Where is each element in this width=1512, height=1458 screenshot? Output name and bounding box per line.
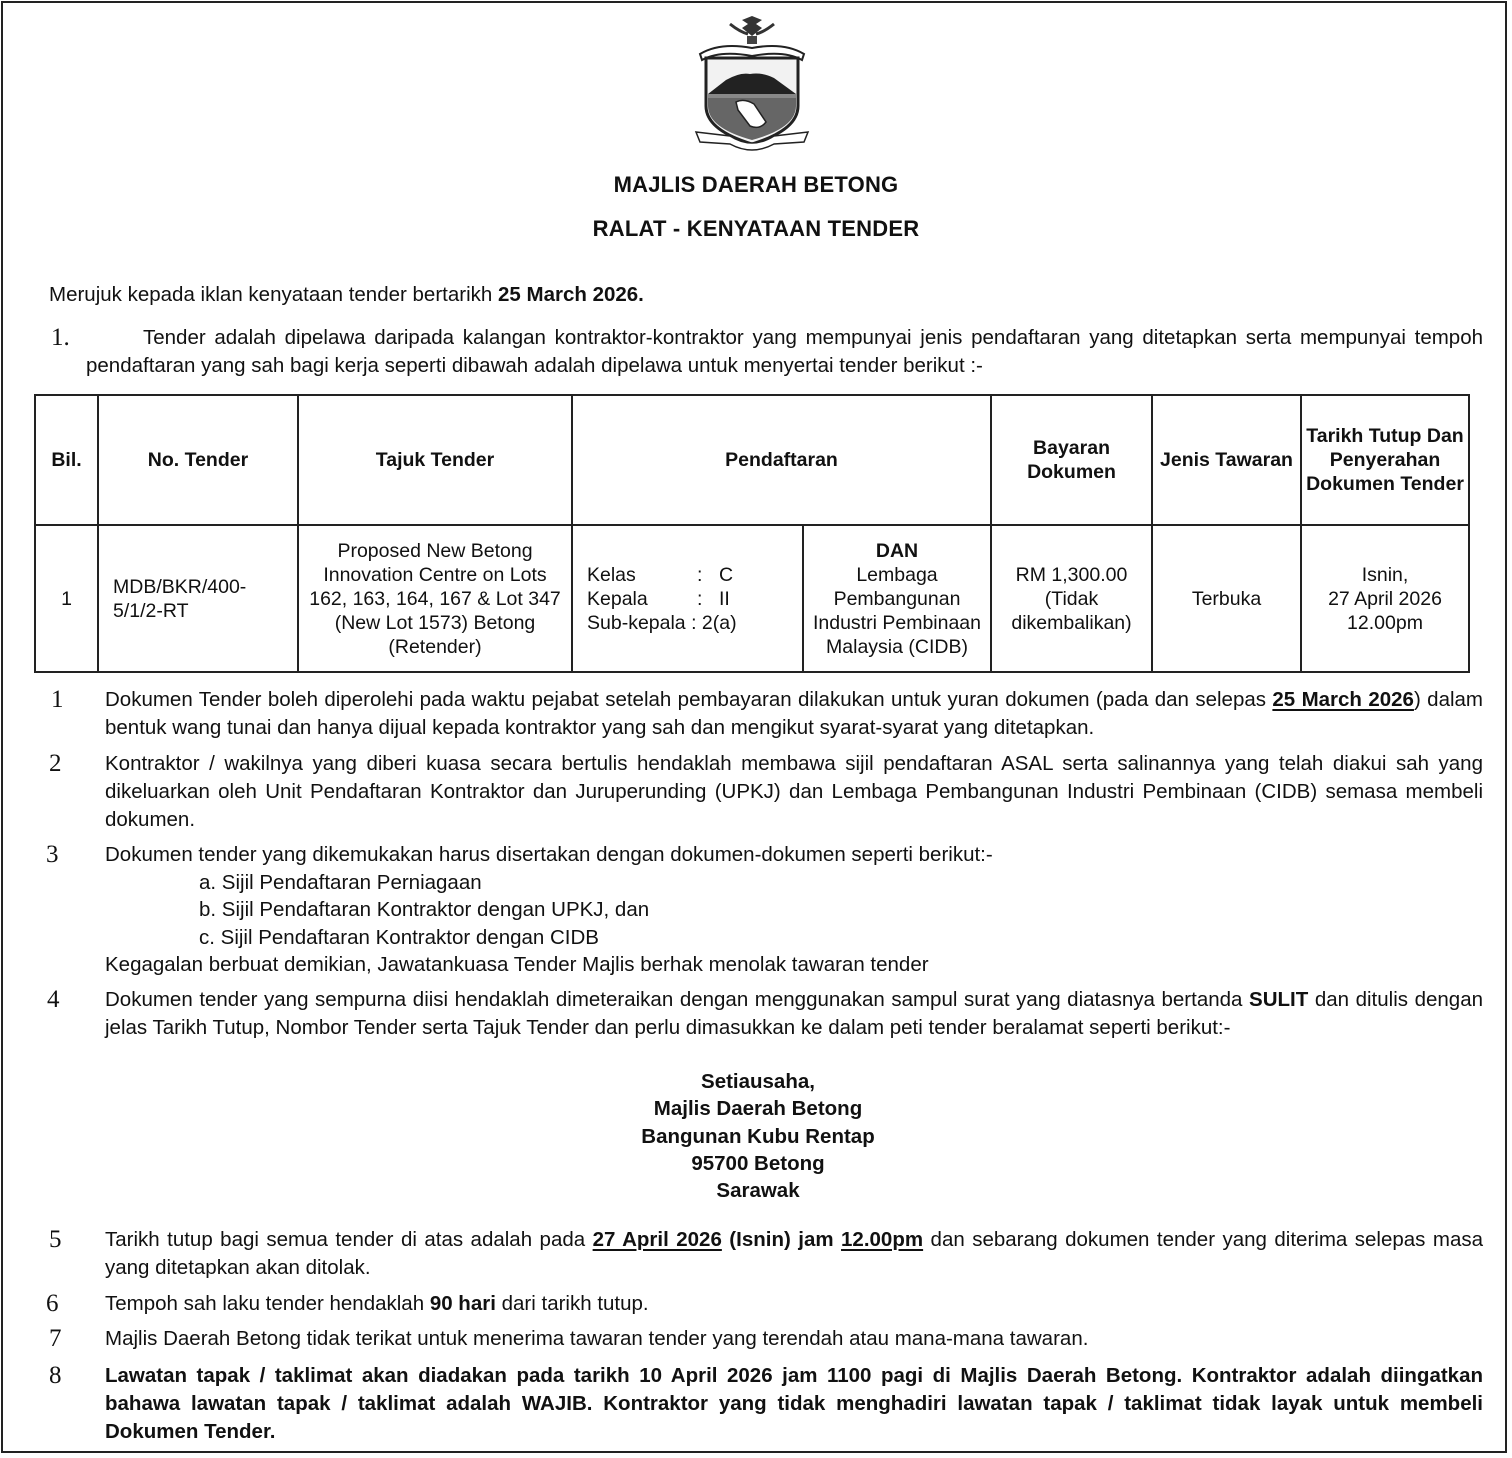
- table-header-row: [35, 395, 1469, 525]
- council-crest-logo: [690, 14, 814, 154]
- required-doc-item: b. Sijil Pendaftaran Kontraktor dengan UPKJ, dan: [199, 898, 650, 921]
- note-number: 4: [47, 986, 60, 1013]
- header-jenis-tawaran: Jenis Tawaran: [1152, 395, 1301, 525]
- cell-registration: Kelas : C Kepala : II Sub-kepala : 2(a): [572, 525, 803, 672]
- header-tarikh-tutup: Tarikh Tutup Dan Penyerahan Dokumen Tender: [1301, 395, 1469, 525]
- required-doc-item: c. Sijil Pendaftaran Kontraktor dengan CIDB: [199, 925, 599, 949]
- note-5-text: Tarikh tutup bagi semua tender di atas adalah pada 27 April 2026 (Isnin) jam 12.00pm dan sebarang dokumen tender yang diterima selepas masa yang ditetapkan akan ditolak.: [105, 1228, 1483, 1279]
- cell-bayaran: RM 1,300.00 (Tidak dikembalikan): [991, 525, 1152, 672]
- header-tajuk-tender: Tajuk Tender: [298, 395, 572, 525]
- note-3-text: Dokumen tender yang dikemukakan harus disertakan dengan dokumen-dokumen seperti berikut:- a. Sijil Pendaftaran Perniagaan b. Sijil Pendaftaran Kontraktor dengan UPKJ, dan c. Sijil Pendaftaran Kontraktor dengan CIDB Kegagalan berbuat demikian, Jawatankuasa Tender Majlis berhak menolak tawaran tender: [105, 843, 993, 976]
- cell-jenis: Terbuka: [1152, 525, 1301, 672]
- note-1-text: Dokumen Tender boleh diperolehi pada waktu pejabat setelah pembayaran dilakukan untuk yuran dokumen (pada dan selepas 25 March 2026) dalam bentuk wang tunai dan hanya dijual kepada kontraktor yang sah dan mengikut syarat-syarat yang ditetapkan.: [105, 688, 1483, 739]
- header-bil: Bil.: [35, 395, 98, 525]
- clause-number: 1.: [51, 324, 70, 351]
- note-number: 1: [51, 686, 64, 713]
- header-no-tender: No. Tender: [98, 395, 298, 525]
- note-number: 8: [49, 1362, 62, 1389]
- cell-tarikh: Isnin, 27 April 2026 12.00pm: [1301, 525, 1469, 672]
- note-4-text: Dokumen tender yang sempurna diisi hendaklah dimeteraikan dengan menggunakan sampul surat yang diatasnya bertanda SULIT dan ditulis dengan jelas Tarikh Tutup, Nombor Tender serta Tajuk Tender dan perlu dimasukkan ke dalam peti tender beralamat seperti berikut:-: [105, 988, 1483, 1039]
- note-number: 3: [46, 841, 59, 868]
- note-number: 5: [49, 1226, 62, 1253]
- organization-title: MAJLIS DAERAH BETONG: [613, 172, 899, 197]
- cidb-text: Lembaga Pembangunan Industri Pembinaan Malaysia (CIDB): [812, 563, 982, 658]
- required-doc-item: a. Sijil Pendaftaran Perniagaan: [199, 870, 482, 894]
- intro-date: 25 March 2026.: [498, 283, 644, 306]
- note-number: 6: [46, 1290, 59, 1317]
- clause-1-text: Tender adalah dipelawa daripada kalangan kontraktor-kontraktor yang mempunyai jenis pendaftaran yang ditetapkan serta mempunyai tempoh pendaftaran yang sah bagi kerja seperti dibawah adalah dipelawa untuk menyertai tender berikut :-: [86, 326, 1483, 377]
- note-number: 7: [49, 1325, 62, 1352]
- dan-label: DAN: [875, 539, 919, 562]
- tender-box-address: Setiausaha, Majlis Daerah Betong Bangunan Kubu Rentap 95700 Betong Sarawak: [641, 1070, 875, 1203]
- note-2-text: Kontraktor / wakilnya yang diberi kuasa secara bertulis hendaklah membawa sijil pendaftaran ASAL serta salinannya yang telah diakui sah yang dikeluarkan oleh Unit Pendaftaran Kontraktor dan Juruperunding (UPKJ) dan Lembaga Pembangunan Industri Pembinaan (CIDB) semasa membeli dokumen.: [105, 752, 1483, 831]
- intro-paragraph: Merujuk kepada iklan kenyataan tender bertarikh 25 March 2026.: [49, 283, 644, 306]
- note-7-text: Majlis Daerah Betong tidak terikat untuk menerima tawaran tender yang terendah atau mana-mana tawaran.: [105, 1327, 1089, 1350]
- header-pendaftaran: Pendaftaran: [572, 395, 991, 525]
- notice-title: RALAT - KENYATAAN TENDER: [592, 216, 920, 241]
- cell-bil: 1: [35, 525, 98, 672]
- note-8-text: Lawatan tapak / taklimat akan diadakan pada tarikh 10 April 2026 jam 1100 pagi di Majlis Daerah Betong. Kontraktor adalah diingatkan bahawa lawatan tapak / taklimat adalah WAJIB. Kontraktor yang tidak menghadiri lawatan tapak / taklimat tidak layak untuk membeli Dokumen Tender.: [105, 1364, 1483, 1443]
- cell-tajuk-tender: Proposed New Betong Innovation Centre on Lots 162, 163, 164, 167 & Lot 347 (New Lot 1573) Betong (Retender): [298, 525, 572, 672]
- cell-no-tender: MDB/BKR/400-5/1/2-RT: [98, 525, 298, 672]
- crest-icon: [690, 14, 814, 154]
- note-6-text: Tempoh sah laku tender hendaklah 90 hari dari tarikh tutup.: [105, 1292, 649, 1315]
- cell-cidb: [803, 525, 991, 672]
- tender-table: [34, 394, 1470, 673]
- note-number: 2: [49, 750, 62, 777]
- header-bayaran-dokumen: Bayaran Dokumen: [991, 395, 1152, 525]
- table-row: [35, 525, 1469, 672]
